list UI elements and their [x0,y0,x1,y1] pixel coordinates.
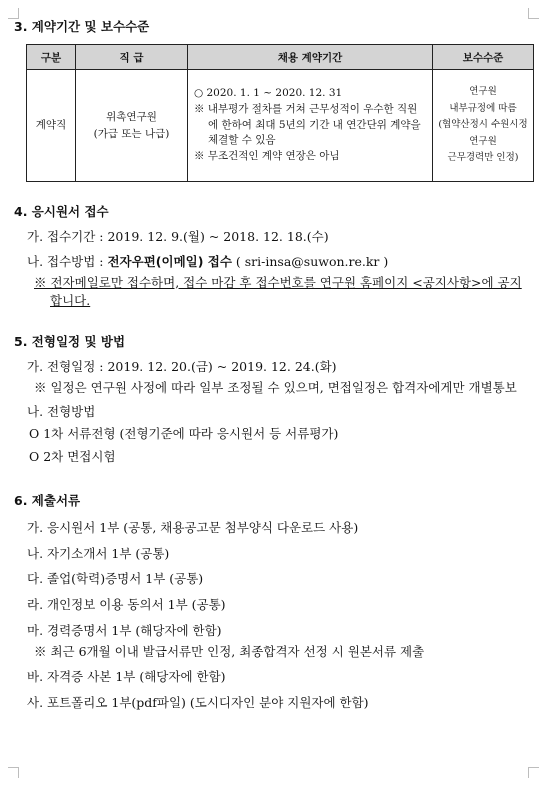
section-screening [14,332,532,467]
document-item: 사. 포트폴리오 1부(pdf파일) (도시디자인 분야 지원자에 한함) [27,694,369,710]
document-item: 라. 개인정보 이용 동의서 1부 (공통) [27,597,226,613]
section-heading-screening: 5. 전형일정 및 방법 [14,333,126,349]
period-note: ※ 내부평가 절차를 거쳐 근무성적이 우수한 직원에 한하여 최대 5년의 기간 내 연간단위 계약을 체결할 수 있음 [194,102,421,147]
contract-table [26,44,534,182]
salary-line: 근무경력만 인정) [447,152,519,164]
screening-method: 나. 전형방법 [27,403,96,419]
section-heading-contract: 3. 계약기간 및 보수수준 [14,19,150,34]
salary-line: 내부규정에 따름 [449,102,517,114]
application-note: ※ 전자메일로만 접수하며, 접수 마감 후 접수번호를 연구원 홈페이지 <공지사항>에 공지합니다. [34,274,522,308]
document-page [14,14,532,712]
salary-cell [433,70,534,182]
document-item: 다. 졸업(학력)증명서 1부 (공통) [27,571,204,587]
table-header-cell: 채용 계약기간 [188,45,433,70]
screening-step: O 2차 면접시험 [29,449,116,465]
table-header-cell: 보수수준 [433,45,534,70]
page-corner-mark [8,767,19,778]
salary-line: (협약산정시 수원시정연구원 [438,119,528,147]
document-item: 바. 자격증 사본 1부 (해당자에 한함) [27,668,226,684]
type-cell: 계약직 [27,70,76,182]
period-note: ※ 무조건적인 계약 연장은 아님 [194,150,340,163]
section-documents [14,491,532,712]
career-note: ※ 최근 6개월 이내 발급서류만 인정, 최종합격자 선정 시 원본서류 제출 [34,643,425,659]
table-row [27,70,534,182]
application-method [14,253,532,272]
table-header-cell: 구분 [27,45,76,70]
method-label: 전자우편(이메일) 접수 [107,253,232,269]
screening-note: ※ 일정은 연구원 사정에 따라 일부 조정될 수 있으며, 면접일정은 합격자에게만 개별통보 [34,379,517,395]
document-item: 가. 응시원서 1부 (공통, 채용공고문 첨부양식 다운로드 사용) [27,519,359,535]
rank-line: (가급 또는 나급) [93,127,170,140]
section-application [14,202,532,310]
page-corner-mark [528,767,539,778]
document-item: 나. 자기소개서 1부 (공통) [27,545,170,561]
section-heading-documents: 6. 제출서류 [14,492,81,508]
salary-line: 연구원 [469,85,497,97]
screening-step: O 1차 서류전형 (전형기준에 따라 응시원서 등 서류평가) [29,426,339,442]
document-item: 마. 경력증명서 1부 (해당자에 한함) [27,622,222,638]
rank-line: 위촉연구원 [106,110,157,123]
method-prefix: 나. 접수방법 : [27,253,108,269]
table-header-cell: 직 급 [76,45,188,70]
email-address[interactable]: ( sri-insa@suwon.re.kr ) [231,253,389,269]
application-period: 가. 접수기간 : 2019. 12. 9.(월) ~ 2018. 12. 18.(수) [27,229,329,244]
screening-schedule: 가. 전형일정 : 2019. 12. 20.(금) ~ 2019. 12. 24.(화) [27,358,337,374]
table-header-row [27,45,534,70]
rank-cell [76,70,188,182]
period-cell [188,70,433,182]
section-heading-application: 4. 응시원서 접수 [14,204,109,219]
period-date: ○ 2020. 1. 1 ~ 2020. 12. 31 [194,87,343,100]
